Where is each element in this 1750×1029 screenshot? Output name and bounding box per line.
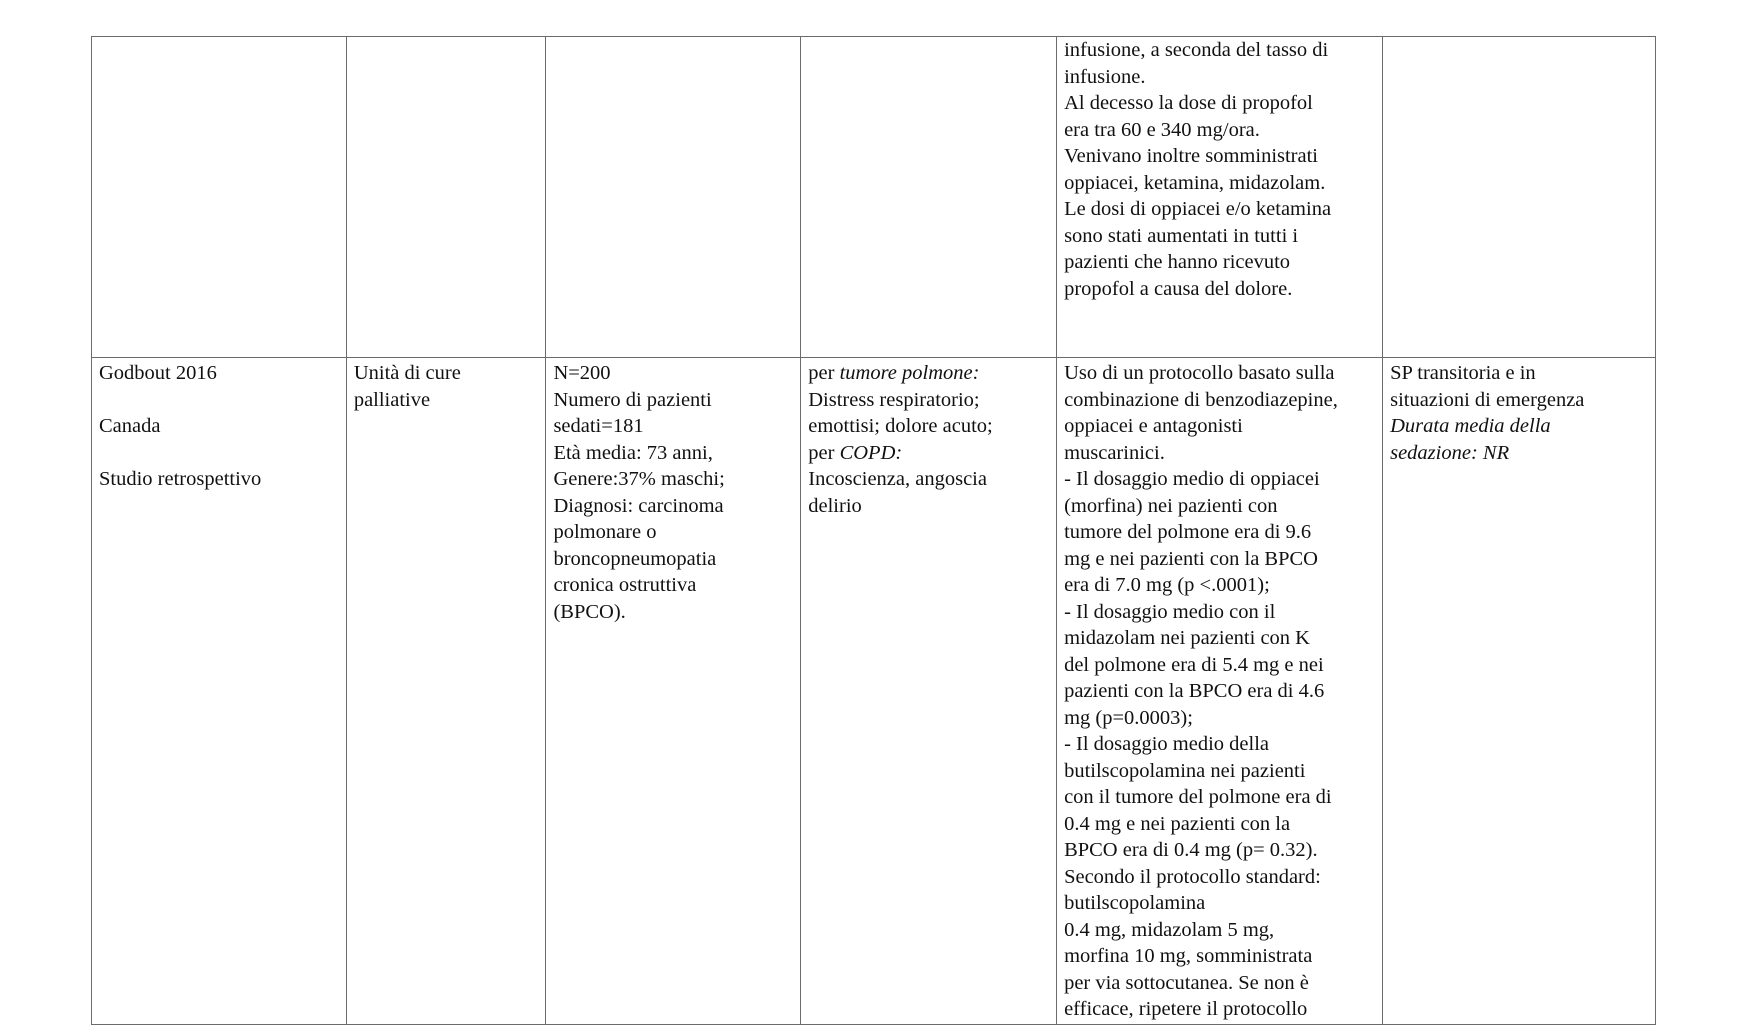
- evidence-table: [91, 36, 1656, 1025]
- italic-text: Durata media della: [1390, 415, 1551, 437]
- text-line: era di 7.0 mg (p <.0001);: [1064, 574, 1270, 596]
- text-line: Incoscienza, angoscia: [808, 468, 987, 490]
- text-line: mg (p=0.0003);: [1064, 706, 1193, 729]
- study-country: Canada: [99, 415, 161, 437]
- text-line: (morfina) nei pazienti con: [1064, 494, 1278, 517]
- text-line: N=200: [553, 362, 611, 384]
- cell-drugs: [1057, 37, 1383, 358]
- cell-indication: [801, 358, 1057, 1025]
- text-line: Diagnosi: carcinoma: [553, 494, 724, 517]
- text-line: sono stati aumentati in tutti i: [1064, 224, 1299, 247]
- cell-population: [546, 37, 801, 358]
- text-line: Unità di cure: [353, 362, 461, 384]
- text-line: combinazione di benzodiazepine,: [1064, 388, 1338, 411]
- text-line: infusione.: [1064, 65, 1146, 88]
- text-line: polmonare o: [553, 521, 657, 543]
- text-line: [808, 440, 1050, 467]
- text-fragment: per: [808, 362, 840, 384]
- text-line: cronica ostruttiva: [553, 574, 697, 596]
- text-line: SP transitoria e in: [1390, 362, 1536, 384]
- text-line: Età media: 73 anni,: [553, 441, 713, 464]
- text-line: per via sottocutanea. Se non è: [1064, 971, 1309, 994]
- cell-setting: [346, 37, 546, 358]
- text-line: infusione, a seconda del tasso di: [1064, 39, 1329, 61]
- text-line: Venivano inoltre somministrati: [1064, 145, 1319, 167]
- text-line: BPCO era di 0.4 mg (p= 0.32).: [1064, 839, 1318, 861]
- text-line: butilscopolamina nei pazienti: [1064, 759, 1306, 782]
- table-row: [92, 358, 1656, 1025]
- text-line: Uso di un protocollo basato sulla: [1064, 362, 1335, 384]
- text-line: 0.4 mg e nei pazienti con la: [1064, 812, 1291, 835]
- text-line: situazioni di emergenza: [1390, 388, 1585, 411]
- cell-study: [92, 358, 347, 1025]
- text-line: Al decesso la dose di propofol: [1064, 92, 1313, 114]
- text-line: Le dosi di oppiacei e/o ketamina: [1064, 198, 1332, 220]
- cell-population: [546, 358, 801, 1025]
- text-line: oppiacei, ketamina, midazolam.: [1064, 171, 1326, 194]
- text-fragment: per: [808, 441, 840, 464]
- text-line: pazienti che hanno ricevuto: [1064, 251, 1291, 273]
- text-line: - Il dosaggio medio con il: [1064, 600, 1276, 623]
- text-line: del polmone era di 5.4 mg e nei: [1064, 653, 1324, 676]
- cell-indication: [801, 37, 1057, 358]
- table-row: [92, 37, 1656, 358]
- text-line: muscarinici.: [1064, 441, 1165, 464]
- text-line: (BPCO).: [553, 600, 626, 623]
- text-line: emottisi; dolore acuto;: [808, 415, 993, 437]
- text-line: efficace, ripetere il protocollo: [1064, 998, 1308, 1020]
- italic-text: sedazione: NR: [1390, 441, 1510, 464]
- text-line: Genere:37% maschi;: [553, 468, 725, 490]
- cell-outcome: [1383, 37, 1656, 358]
- text-line: tumore del polmone era di 9.6: [1064, 521, 1312, 543]
- text-line: pazienti con la BPCO era di 4.6: [1064, 680, 1325, 702]
- italic-text: tumore polmone:: [839, 362, 980, 384]
- text-line: midazolam nei pazienti con K: [1064, 627, 1310, 649]
- text-line: [808, 360, 1050, 387]
- text-line: - Il dosaggio medio della: [1064, 733, 1270, 755]
- text-line: Distress respiratorio;: [808, 388, 980, 411]
- study-design: Studio retrospettivo: [99, 468, 262, 490]
- text-line: palliative: [353, 388, 431, 411]
- cell-outcome: [1383, 358, 1656, 1025]
- text-line: - Il dosaggio medio di oppiacei: [1064, 468, 1320, 490]
- text-line: Numero di pazienti: [553, 388, 712, 411]
- text-line: morfina 10 mg, somministrata: [1064, 945, 1313, 967]
- text-line: broncopneumopatia: [553, 547, 717, 570]
- cell-setting: [346, 358, 546, 1025]
- text-line: era tra 60 e 340 mg/ora.: [1064, 118, 1260, 141]
- text-line: con il tumore del polmone era di: [1064, 786, 1332, 808]
- text-line: propofol a causa del dolore.: [1064, 277, 1293, 300]
- study-name: Godbout 2016: [99, 362, 217, 384]
- text-line: 0.4 mg, midazolam 5 mg,: [1064, 918, 1275, 941]
- cell-study: [92, 37, 347, 358]
- text-line: delirio: [808, 494, 862, 517]
- text-line: mg e nei pazienti con la BPCO: [1064, 547, 1318, 570]
- italic-text: COPD:: [839, 441, 903, 464]
- text-line: sedati=181: [553, 415, 644, 437]
- cell-drugs: [1057, 358, 1383, 1025]
- text-line: Secondo il protocollo standard:: [1064, 865, 1321, 888]
- text-line: butilscopolamina: [1064, 892, 1206, 914]
- text-line: oppiacei e antagonisti: [1064, 415, 1243, 437]
